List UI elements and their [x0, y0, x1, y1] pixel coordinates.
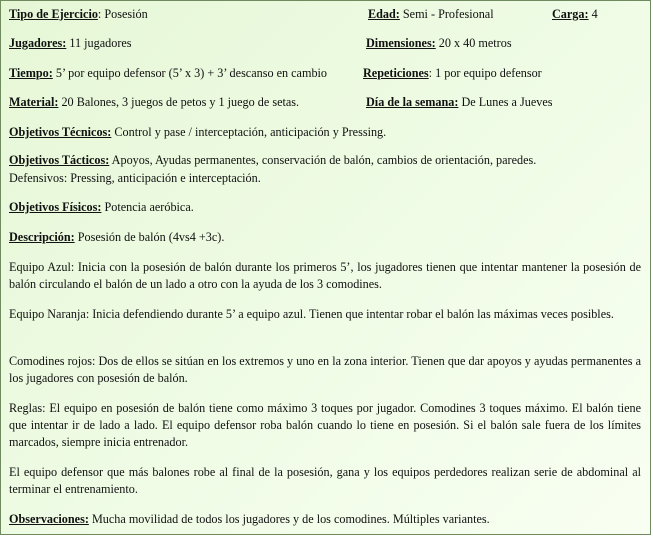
- edad-value: Semi - Profesional: [399, 7, 494, 21]
- material-label: Material:: [9, 95, 59, 109]
- observaciones-value: Mucha movilidad de todos los jugadores y de los comodines. Múltiples variantes.: [88, 512, 490, 526]
- descripcion-value: Posesión de balón (4vs4 +3c).: [74, 230, 225, 244]
- carga: [552, 7, 598, 22]
- objetivos-fisicos-value: Potencia aeróbica.: [101, 200, 194, 214]
- tipo-ejercicio: [9, 7, 148, 22]
- equipo-azul-paragraph: Equipo Azul: Inicia con la posesión de balón durante los primeros 5’, los jugadores tienen que intentar mantener la posesión de balón circulando el balón de un lado a otro con la ayuda de los 3 comodines.: [9, 260, 641, 291]
- objetivos-fisicos-label: Objetivos Físicos:: [9, 200, 102, 214]
- material: [9, 95, 299, 110]
- objetivos-tacticos-label: Objetivos Tácticos:: [9, 153, 110, 167]
- equipo-defensor-paragraph: El equipo defensor que más balones robe al final de la posesión, gana y los equipos perdedores realizan serie de abdominal al terminar el entrenamiento.: [9, 465, 641, 496]
- dimensiones-label: Dimensiones:: [366, 36, 436, 50]
- descripcion: [9, 230, 224, 245]
- jugadores: [9, 36, 132, 51]
- objetivos-tecnicos: [9, 125, 386, 140]
- carga-value: 4: [588, 7, 598, 21]
- objetivos-tacticos-value: Apoyos, Ayudas permanentes, conservación de balón, cambios de orientación, paredes.: [109, 153, 537, 167]
- tiempo-value: 5’ por equipo defensor (5’ x 3) + 3’ descanso en cambio: [52, 66, 328, 80]
- repeticiones-value: : 1 por equipo defensor: [428, 66, 542, 80]
- tiempo: [9, 66, 327, 81]
- equipo-naranja-paragraph: Equipo Naranja: Inicia defendiendo durante 5’ a equipo azul. Tienen que intentar robar el balón las máximas veces posibles.: [9, 307, 614, 321]
- observaciones: [9, 512, 490, 527]
- repeticiones-label: Repeticiones: [363, 66, 429, 80]
- dia-value: De Lunes a Jueves: [458, 95, 553, 109]
- reglas-paragraph: Reglas: El equipo en posesión de balón tiene como máximo 3 toques por jugador. Comodines 3 toques máximo. El balón tiene que intentar ir de lado a lado. El equipo defensor roba balón cuando lo tiene en posesión. Si el balón sale fuera de los límites marcados, siempre inicia entrenador.: [9, 401, 641, 449]
- carga-label: Carga:: [552, 7, 589, 21]
- descripcion-label: Descripción:: [9, 230, 75, 244]
- objetivos-tacticos: [9, 153, 536, 168]
- objetivos-tacticos-defensivos: Defensivos: Pressing, anticipación e interceptación.: [9, 171, 261, 185]
- dia-semana: [366, 95, 553, 110]
- tipo-label: Tipo de Ejercicio: [9, 7, 98, 21]
- edad: [368, 7, 494, 22]
- objetivos-tecnicos-value: Control y pase / interceptación, anticipación y Pressing.: [111, 125, 387, 139]
- tipo-value: Posesión: [101, 7, 148, 21]
- repeticiones: [363, 66, 542, 81]
- objetivos-fisicos: [9, 200, 194, 215]
- jugadores-label: Jugadores:: [9, 36, 67, 50]
- jugadores-value: 11 jugadores: [66, 36, 132, 50]
- tipo-sep: :: [97, 7, 102, 21]
- dia-label: Día de la semana:: [366, 95, 459, 109]
- objetivos-tecnicos-label: Objetivos Técnicos:: [9, 125, 112, 139]
- tiempo-label: Tiempo:: [9, 66, 53, 80]
- dimensiones: [366, 36, 512, 51]
- material-value: 20 Balones, 3 juegos de petos y 1 juego de setas.: [58, 95, 300, 109]
- comodines-paragraph: Comodines rojos: Dos de ellos se sitúan en los extremos y uno en la zona interior. Tienen que dar apoyos y ayudas permanentes a los jugadores con posesión de balón.: [9, 354, 641, 385]
- observaciones-label: Observaciones:: [9, 512, 89, 526]
- edad-label: Edad:: [368, 7, 400, 21]
- dimensiones-value: 20 x 40 metros: [435, 36, 512, 50]
